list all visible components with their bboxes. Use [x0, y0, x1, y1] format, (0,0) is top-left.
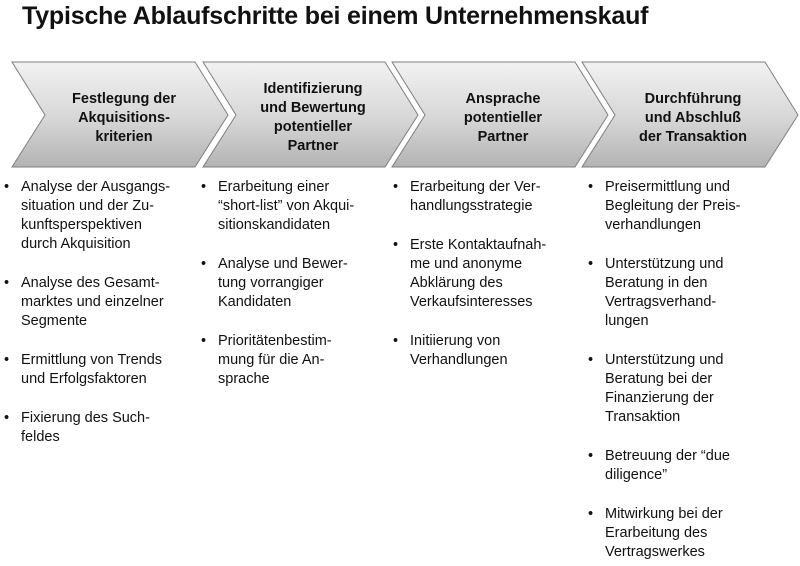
- bullet-item: • Unterstützung und Beratung bei der Finanzierung der Transaktion: [588, 351, 788, 427]
- bullet-item: • Fixierung des Such- feldes: [4, 409, 194, 447]
- bullet-item: • Prioritätenbestim- mung für die An- sprache: [201, 332, 386, 389]
- bullet-item: • Ermittlung von Trends und Erfolgsfaktoren: [4, 351, 194, 389]
- bullet-item: • Erarbeitung der Ver- handlungsstrategie: [393, 178, 578, 216]
- step-2-label: Identifizierung und Bewertung potentieller Partner: [260, 81, 366, 154]
- step-2-bullet-list: [201, 178, 386, 389]
- bullet-item: • Unterstützung und Beratung in den Vertragsverhand- lungen: [588, 255, 788, 331]
- step-3-bullet-list: [393, 178, 578, 370]
- bullet-item: • Initiierung von Verhandlungen: [393, 332, 578, 370]
- bullet-item: • Erste Kontaktaufnah- me und anonyme Abklärung des Verkaufsinteresses: [393, 236, 578, 312]
- step-3-label: Ansprache potentieller Partner: [463, 90, 543, 145]
- step-1-label: Festlegung der Akquisitions- kriterien: [72, 90, 176, 145]
- bullet-item: • Analyse des Gesamt- marktes und einzelner Segmente: [4, 274, 194, 331]
- bullet-item: • Preisermittlung und Begleitung der Preis- verhandlungen: [588, 178, 788, 235]
- step-4-bullet-list: [588, 178, 788, 562]
- bullet-item: • Analyse der Ausgangs- situation und der Zu- kunftsperspektiven durch Akquisition: [4, 178, 194, 254]
- bullet-item: • Mitwirkung bei der Erarbeitung des Vertragswerkes: [588, 505, 788, 562]
- bullet-item: • Erarbeitung einer “short-list” von Akqui- sitionskandidaten: [201, 178, 386, 235]
- step-4-label: Durchführung und Abschluß der Transaktion: [639, 90, 747, 145]
- bullet-item: • Analyse und Bewer- tung vorrangiger Kandidaten: [201, 255, 386, 312]
- step-1-bullet-list: [4, 178, 194, 447]
- diagram-title: Typische Ablaufschritte bei einem Unternehmenskauf: [22, 2, 649, 30]
- bullet-item: • Betreuung der “due diligence”: [588, 447, 788, 485]
